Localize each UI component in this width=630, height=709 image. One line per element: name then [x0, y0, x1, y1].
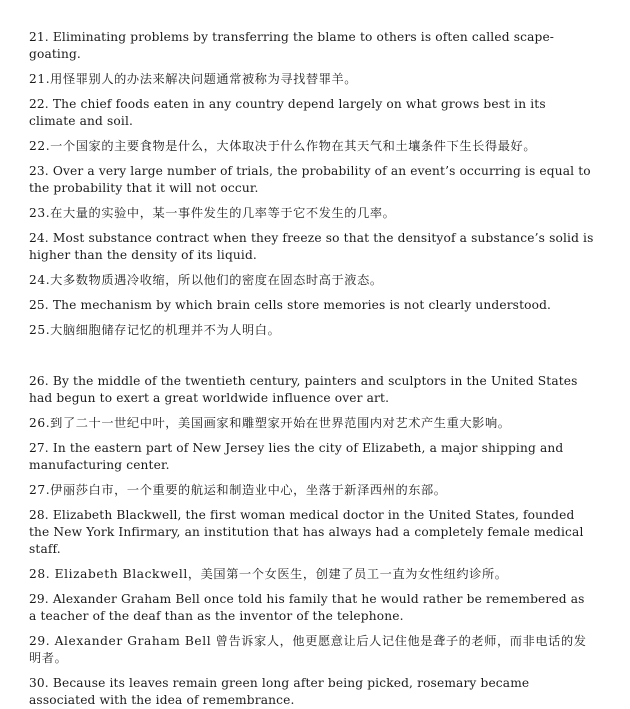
sentence-28-english: 28. Elizabeth Blackwell, the first woman medical doctor in the United States, founded the New York Infirmary, an institution that has always had a completely female medical staff.	[29, 508, 584, 556]
sentence-24-chinese: 24.大多数物质遇冷收缩，所以他们的密度在固态时高于液态。	[29, 273, 383, 287]
sentence-27-english: 27. In the eastern part of New Jersey lies the city of Elizabeth, a major shipping and manufacturing center.	[29, 441, 564, 472]
sentence-24-english: 24. Most substance contract when they freeze so that the densityof a substance’s solid is higher than the density of its liquid.	[29, 231, 594, 262]
sentence-22-english: 22. The chief foods eaten in any country depend largely on what grows best in its climate and soil.	[29, 97, 546, 128]
sentence-22-chinese: 22.一个国家的主要食物是什么，大体取决于什么作物在其天气和土壤条件下生长得最好。	[29, 139, 537, 153]
sentence-26-chinese: 26.到了二十一世纪中叶，美国画家和雕塑家开始在世界范围内对艺术产生重大影响。	[29, 416, 511, 430]
sentence-27-chinese: 27.伊丽莎白市，一个重要的航运和制造业中心，坐落于新泽西州的东部。	[29, 483, 447, 497]
sentence-23-chinese: 23.在大量的实验中，某一事件发生的几率等于它不发生的几率。	[29, 206, 396, 220]
sentence-25-english: 25. The mechanism by which brain cells store memories is not clearly understood.	[29, 298, 552, 312]
sentence-25-chinese: 25.大脑细胞储存记忆的机理并不为人明白。	[29, 323, 281, 337]
sentence-21-english: 21. Eliminating problems by transferring the blame to others is often called scape-goating.	[29, 30, 555, 61]
sentence-30-english: 30. Because its leaves remain green long after being picked, rosemary became associated with the idea of remembrance.	[29, 676, 530, 707]
sentence-29-english: 29. Alexander Graham Bell once told his family that he would rather be remembered as a teacher of the deaf than as the inventor of the telephone.	[29, 592, 585, 623]
sentence-26-english: 26. By the middle of the twentieth century, painters and sculptors in the United States had begun to exert a great worldwide influence over art.	[29, 374, 578, 405]
sentence-23-english: 23. Over a very large number of trials, the probability of an event’s occurring is equal to the probability that it will not occur.	[29, 164, 591, 195]
sentence-28-chinese: 28. Elizabeth Blackwell，美国第一个女医生，创建了员工一直为女性纽约诊所。	[29, 567, 508, 581]
sentence-21-chinese: 21.用怪罪别人的办法来解决问题通常被称为寻找替罪羊。	[29, 72, 358, 86]
sentence-29-chinese: 29. Alexander Graham Bell 曾告诉家人，他更愿意让后人记住他是聋子的老师，而非电话的发明者。	[29, 634, 587, 665]
